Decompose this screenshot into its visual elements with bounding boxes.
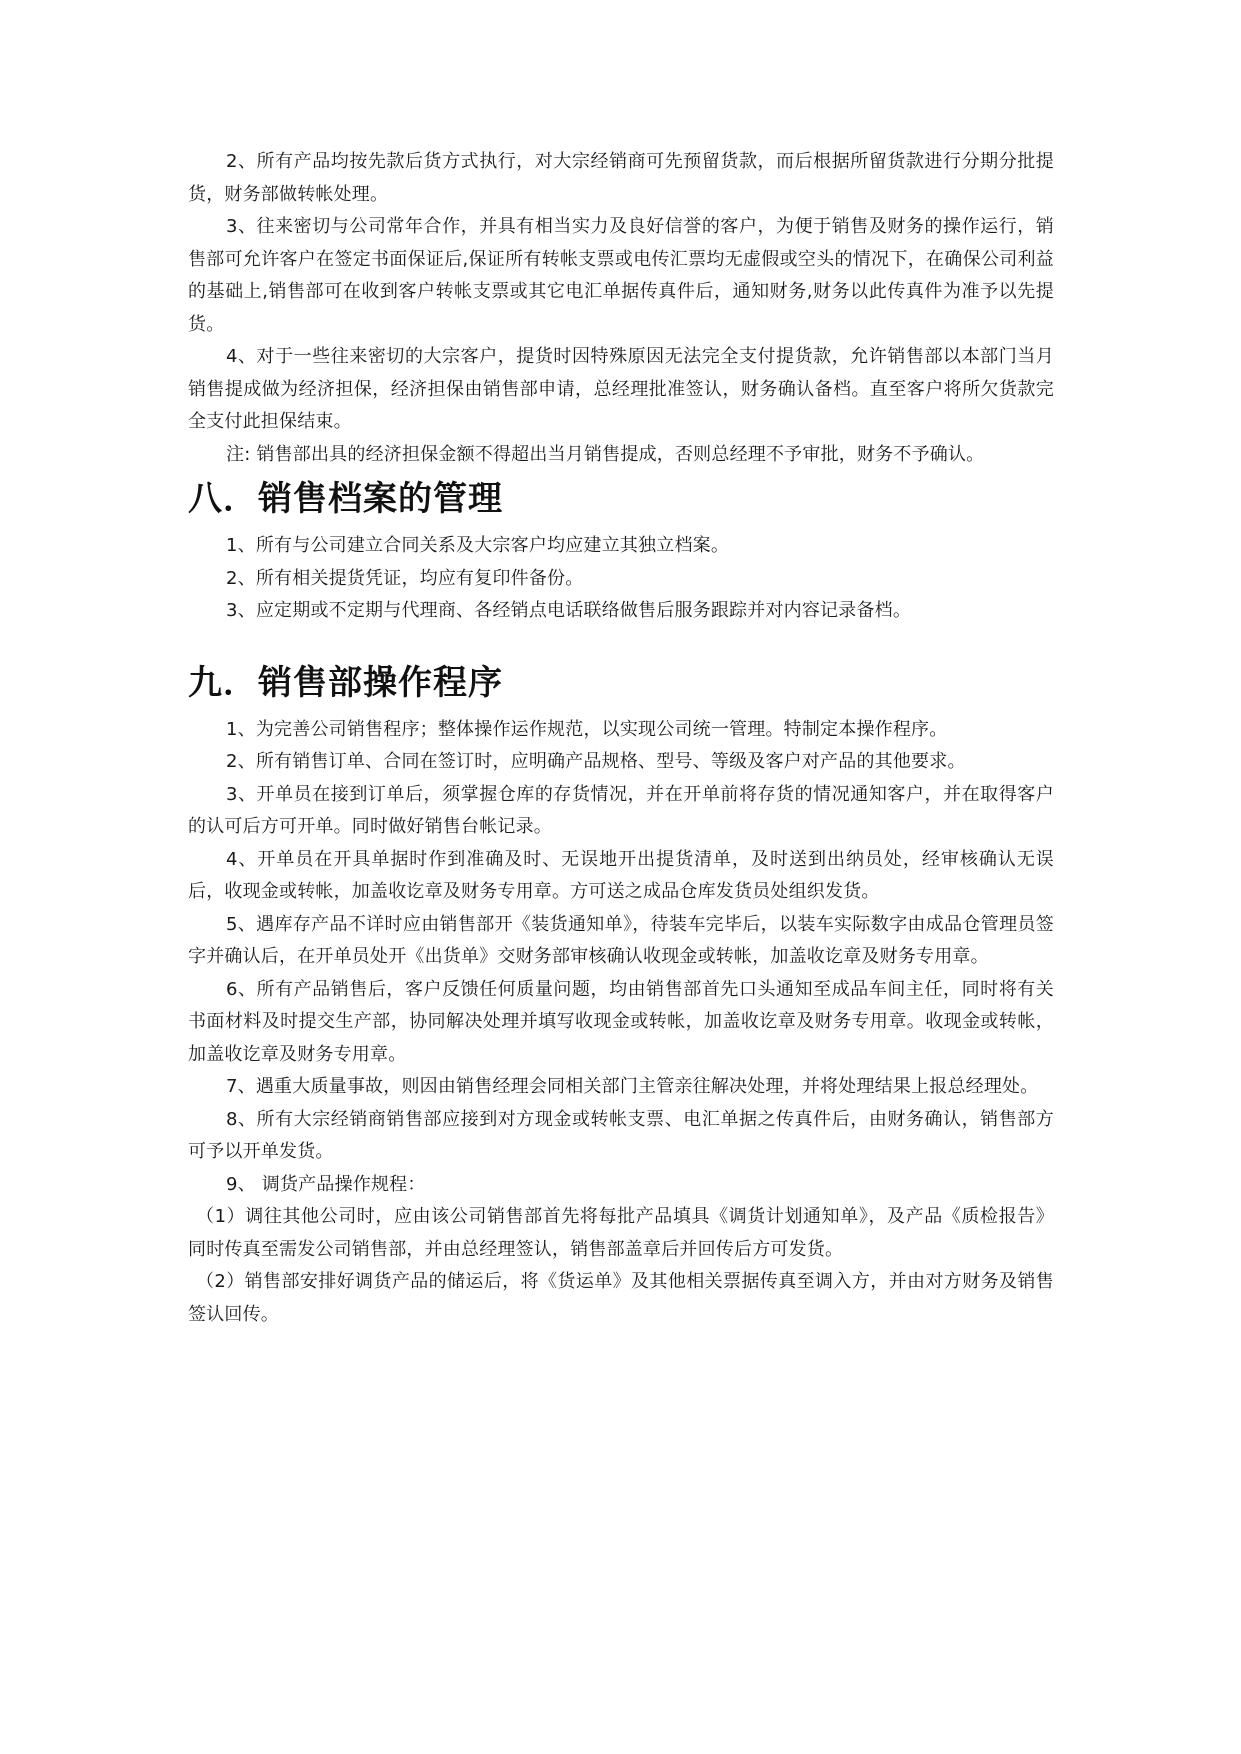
section-9-item-3: 3、开单员在接到订单后，须掌握仓库的存货情况，并在开单前将存货的情况通知客户，并在取得客户的认可后方可开单。同时做好销售台帐记录。 (188, 783, 1054, 837)
section-9-heading: 九．销售部操作程序 (188, 662, 503, 703)
section-9-item-6: 6、所有产品销售后，客户反馈任何质量问题，均由销售部首先口头通知至成品车间主任，同时将有关书面材料及时提交生产部，协同解决处理并填写收现金或转帐，加盖收讫章及财务专用章。收现金或转帐，加盖收讫章及财务专用章。 (188, 978, 1054, 1065)
section-8-item-3: 3、应定期或不定期与代理商、各经销点电话联络做售后服务跟踪并对内容记录备档。 (226, 600, 912, 621)
section-9-item-4: 4、开单员在开具单据时作到准确及时、无误地开出提货清单，及时送到出纳员处，经审核确认无误后，收现金或转帐，加盖收讫章及财务专用章。方可送之成品仓库发货员处组织发货。 (188, 848, 1054, 902)
section-9-item-9: 9、 调货产品操作规程： (226, 1173, 426, 1195)
section-9-item-7: 7、遇重大质量事故，则因由销售经理会同相关部门主管亲往解决处理，并将处理结果上报总经理处。 (226, 1076, 1039, 1097)
section-9-body (188, 714, 1054, 1332)
paragraph-note: 注: 销售部出具的经济担保金额不得超出当月销售提成，否则总经理不予审批，财务不予确认。 (226, 443, 985, 465)
section-8-body (188, 530, 1054, 628)
section-8-heading: 八．销售档案的管理 (188, 479, 503, 519)
section-9-sub-item-1: （1）调往其他公司时，应由该公司销售部首先将每批产品填具《调货计划通知单》，及产品《质检报告》同时传真至需发公司销售部，并由总经理签认，销售部盖章后并回传后方可发货。 (188, 1206, 1054, 1260)
section-8-item-1: 1、所有与公司建立合同关系及大宗客户均应建立其独立档案。 (226, 535, 730, 556)
section-9-item-1: 1、为完善公司销售程序；整体操作运作规范，以实现公司统一管理。特制定本操作程序。 (226, 718, 948, 740)
intro-section (188, 146, 1054, 471)
paragraph-item-4: 4、对于一些往来密切的大宗客户，提货时因特殊原因无法完全支付提货款，允许销售部以本部门当月销售提成做为经济担保，经济担保由销售部申请，总经理批准签认，财务确认备档。直至客户将所欠货款完全支付此担保结束。 (188, 346, 1054, 432)
document-page (188, 146, 1054, 1331)
paragraph-item-2: 2、所有产品均按先款后货方式执行，对大宗经销商可先预留货款，而后根据所留货款进行分期分批提货，财务部做转帐处理。 (188, 151, 1054, 205)
section-9-item-5: 5、遇库存产品不详时应由销售部开《装货通知单》，待装车完毕后，以装车实际数字由成品仓管理员签字并确认后，在开单员处开《出货单》交财务部审核确认收现金或转帐，加盖收讫章及财务专用章。 (188, 913, 1054, 967)
section-9-item-2: 2、所有销售订单、合同在签订时，应明确产品规格、型号、等级及客户对产品的其他要求。 (226, 751, 966, 772)
section-9-item-8: 8、所有大宗经销商销售部应接到对方现金或转帐支票、电汇单据之传真件后，由财务确认，销售部方可予以开单发货。 (188, 1108, 1054, 1162)
section-9-sub-item-2: （2）销售部安排好调货产品的储运后，将《货运单》及其他相关票据传真至调入方，并由对方财务及销售签认回传。 (188, 1271, 1054, 1325)
paragraph-item-3: 3、往来密切与公司常年合作，并具有相当实力及良好信誉的客户，为便于销售及财务的操作运行，销售部可允许客户在签定书面保证后,保证所有转帐支票或电传汇票均无虚假或空头的情况下，在确保公司利益的基础上,销售部可在收到客户转帐支票或其它电汇单据传真件后，通知财务,财务以此传真件为准予以先提货。 (188, 216, 1054, 335)
section-8-item-2: 2、所有相关提货凭证，均应有复印件备份。 (226, 567, 584, 589)
